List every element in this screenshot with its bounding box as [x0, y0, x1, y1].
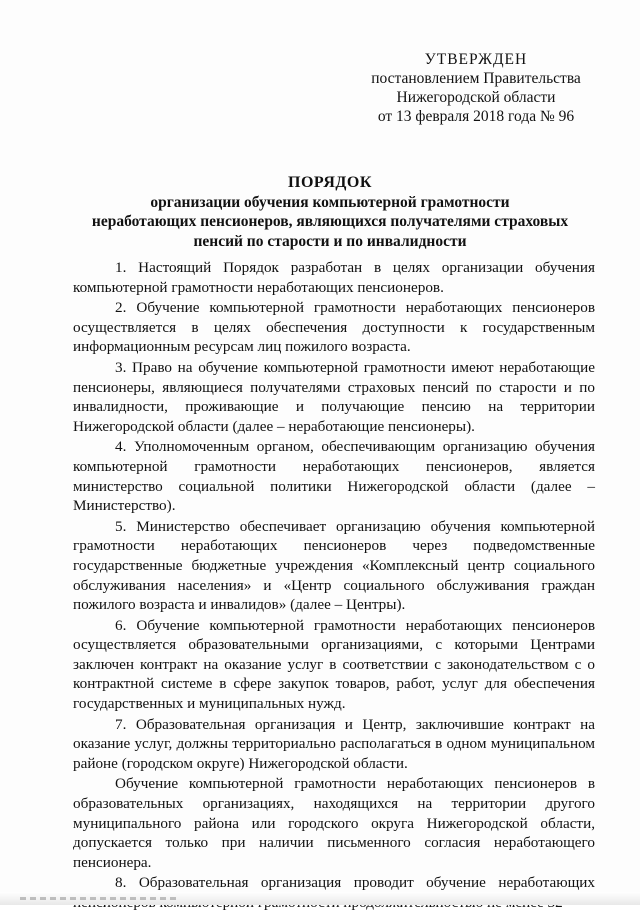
- paragraph: 8. Образовательная организация проводит обучение неработающих: [115, 874, 595, 892]
- title-line: пенсий по старости и по инвалидности: [193, 232, 467, 250]
- document-body: [73, 258, 595, 913]
- paragraph: 3. Право на обучение компьютерной грамотности имеют неработающие пенсионеры, являющиеся получателями страховых пенсий по старости и по инвалидности, проживающие и получающие пенсию на территории Нижегородской области (далее – неработающие пенсионеры).: [73, 358, 595, 435]
- paragraph: Обучение компьютерной грамотности неработающих пенсионеров в образовательных организациях, находящихся на территории другого муниципального района или городского округа Нижегородской области, допускается только при наличии письменного согласия неработающего пенсионера.: [73, 775, 595, 871]
- scan-artifact: [20, 897, 180, 900]
- paragraph: 4. Уполномоченным органом, обеспечивающим организацию обучения компьютерной грамотности неработающих пенсионеров, является министерство социальной политики Нижегородской области (далее – Министерство).: [73, 438, 595, 515]
- approval-line: Нижегородской области: [396, 89, 556, 106]
- paragraph: 2. Обучение компьютерной грамотности неработающих пенсионеров осуществляется в целях обеспечения доступности к государственным информационным ресурсам лиц пожилого возраста.: [73, 299, 595, 356]
- document-title: [60, 173, 600, 251]
- approval-date: от 13 февраля 2018 года № 96: [377, 108, 575, 125]
- approval-line: постановлением Правительства: [371, 70, 581, 87]
- paragraph: 1. Настоящий Порядок разработан в целях организации обучения компьютерной грамотности неработающих пенсионеров.: [73, 259, 595, 296]
- approval-stamp: [340, 50, 612, 126]
- title-line: организации обучения компьютерной грамотности: [150, 193, 510, 211]
- approval-heading: УТВЕРЖДЕН: [424, 51, 528, 68]
- paragraph: 6. Обучение компьютерной грамотности неработающих пенсионеров осуществляется образовательными организациями, с которыми Центрами заключен контракт на оказание услуг в соответствии с законодательством с о контрактной системе в сфере закупок товаров, работ, услуг для обеспечения государственных и муниципальных нужд.: [73, 616, 595, 713]
- title-line: неработающих пенсионеров, являющихся получателями страховых: [91, 213, 569, 230]
- scan-edge: [0, 892, 640, 905]
- title-main: ПОРЯДОК: [288, 174, 372, 191]
- paragraph: 7. Образовательная организация и Центр, заключившие контракт на оказание услуг, должны территориально располагаться в одном муниципальном районе (городском округе) Нижегородской области.: [73, 715, 595, 772]
- paragraph: 5. Министерство обеспечивает организацию обучения компьютерной грамотности неработающих пенсионеров через подведомственные государственные бюджетные учреждения «Комплексный центр социального обслуживания населения» и «Центр социального обслуживания граждан пожилого возраста и инвалидов» (далее – Центры).: [73, 517, 595, 614]
